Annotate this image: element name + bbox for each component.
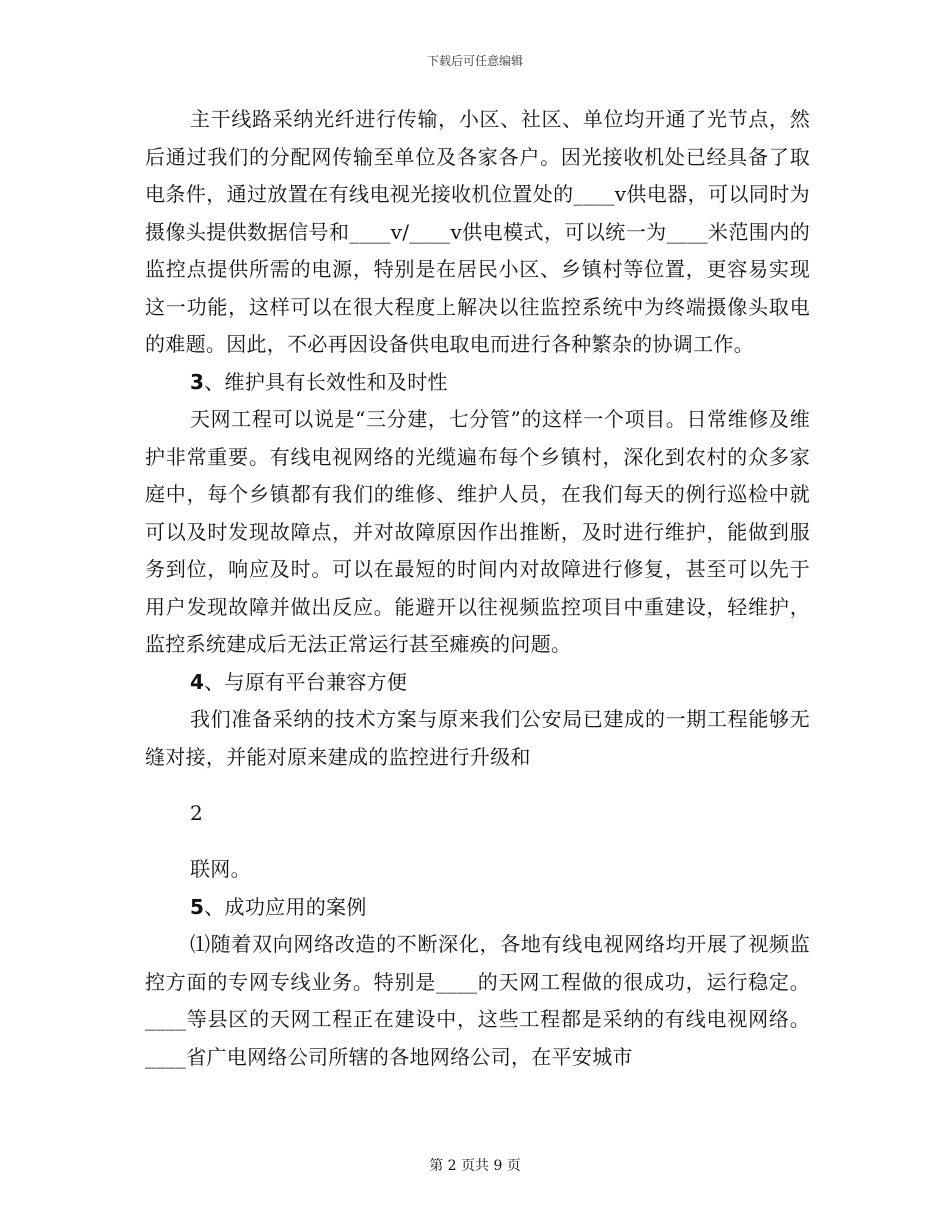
heading-compatibility — [190, 664, 810, 702]
heading-text: 、维护具有长效性和及时性 — [204, 369, 448, 394]
heading-number: 3 — [190, 369, 205, 394]
paragraph-cases: ⑴随着双向网络改造的不断深化，各地有线电视网络均开展了视频监控方面的专网专线业务。特别是____的天网工程做的很成功，运行稳定。____等县区的天网工程正在建设中，这些工程都是采纳的有线电视网络。____省广电网络公司所辖的各地网络公司，在平安城市 — [145, 932, 810, 1069]
heading-text: 、成功应用的案例 — [204, 894, 367, 919]
page-header: 下载后可任意编辑 — [426, 54, 523, 68]
inline-page-number: 2 — [190, 801, 204, 825]
paragraph-maintenance: 天网工程可以说是“三分建，七分管”的这样一个项目。日常维修及维护非常重要。有线电视网络的光缆遍布每个乡镇村，深化到农村的众多家庭中，每个乡镇都有我们的维修、维护人员，在我们每天的例行巡检中就可以及时发现故障点，并对故障原因作出推断，及时进行维护，能做到服务到位，响应及时。可以在最短的时间内对故障进行修复，甚至可以先于用户发现故障并做出反应。能避开以往视频监控项目中重建设，轻维护，监控系统建成后无法正常运行甚至瘫痪的问题。 — [145, 407, 810, 656]
paragraph-compatibility: 我们准备采纳的技术方案与原来我们公安局已建成的一期工程能够无缝对接，并能对原来建成的监控进行升级和 — [145, 707, 810, 769]
document-body — [145, 101, 810, 1076]
heading-text: 、与原有平台兼容方便 — [204, 669, 408, 694]
page-footer: 第 2 页共 9 页 — [429, 1158, 521, 1174]
paragraph-continuation: 联网。 — [190, 857, 251, 881]
heading-number: 5 — [190, 894, 205, 919]
paragraph-power-supply: 主干线路采纳光纤进行传输，小区、社区、单位均开通了光节点，然后通过我们的分配网传输至单位及各家各户。因光接收机处已经具备了取电条件，通过放置在有线电视光接收机位置处的____v供电器，可以同时为摄像头提供数据信号和____v/____v供电模式，可以统一为____米范围内的监控点提供所需的电源，特别是在居民小区、乡镇村等位置，更容易实现这一功能，这样可以在很大程度上解决以往监控系统中为终端摄像头取电的难题。因此，不必再因设备供电取电而进行各种繁杂的协调工作。 — [145, 107, 810, 356]
heading-maintenance — [190, 364, 810, 402]
heading-number: 4 — [190, 669, 205, 694]
heading-cases — [190, 889, 810, 927]
